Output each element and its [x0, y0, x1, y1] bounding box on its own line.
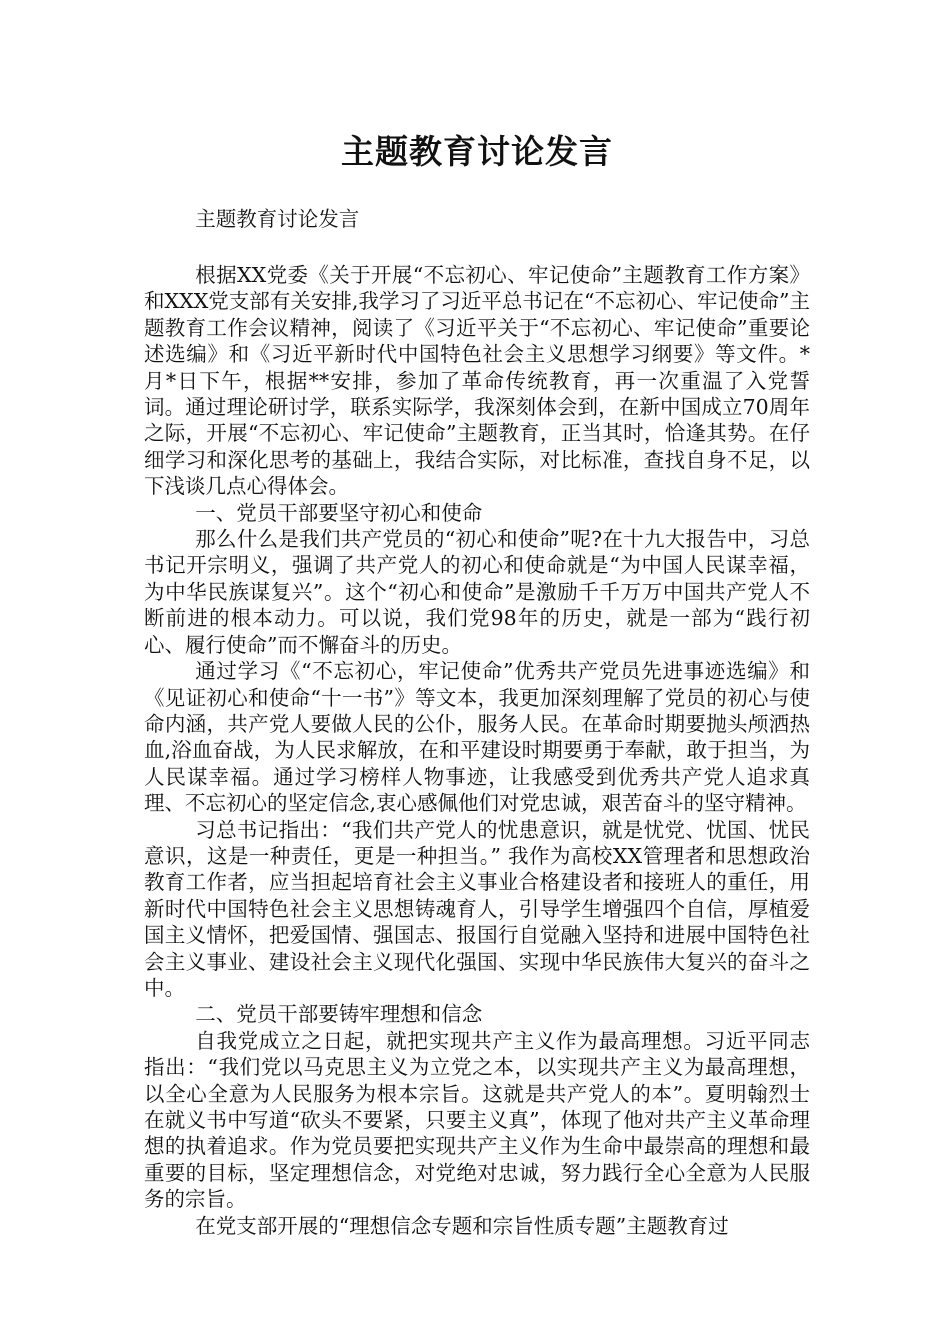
- paragraph: 习总书记指出：“我们共产党人的忧患意识，就是忧党、忧国、忧民意识，这是一种责任，更是一种担当。” 我作为高校XX管理者和思想政治教育工作者，应当担起培育社会主义事业合格建设者和接班人的重任，用新时代中国特色社会主义思想铸魂育人，引导学生增强四个自信，厚植爱国主义情怀，把爱国情、强国志、报国行自觉融入坚持和进展中国特色社会主义事业、建设社会主义现代化强国、实现中华民族伟大复兴的奋斗之中。: [144, 817, 810, 1000]
- page-title: 主题教育讨论发言: [341, 132, 613, 171]
- paragraph: 通过学习《“不忘初心，牢记使命”优秀共产党员先进事迹选编》和《见证初心和使命“十一书”》等文本，我更加深刻理解了党员的初心与使命内涵，共产党人要做人民的公仆，服务人民。在革命时期要抛头颅洒热血,浴血奋战，为人民求解放，在和平建设时期要勇于奉献，敢于担当，为人民谋幸福。通过学习榜样人物事迹，让我感受到优秀共产党人追求真理、不忘初心的坚定信念,衷心感佩他们对党忠诚，艰苦奋斗的坚守精神。: [144, 659, 810, 816]
- paragraph: 在党支部开展的“理想信念专题和宗旨性质专题”主题教育过: [195, 1213, 729, 1238]
- paragraph-intro: 根据XX党委《关于开展“不忘初心、牢记使命”主题教育工作方案》和XXX党支部有关安排,我学习了习近平总书记在“不忘初心、牢记使命”主题教育工作会议精神，阅读了《习近平关于“不忘初心、牢记使命”重要论述选编》和《习近平新时代中国特色社会主义思想学习纲要》等文件。*月*日下午，根据**安排，参加了革命传统教育，再一次重温了入党誓词。通过理论研讨学，联系实际学，我深刻体会到，在新中国成立70周年之际，开展“不忘初心、牢记使命”主题教育，正当其时，恰逢其势。在仔细学习和深化思考的基础上，我结合实际，对比标准，查找自身不足，以下浅谈几点心得体会。: [144, 263, 810, 499]
- paragraph: 自我党成立之日起，就把实现共产主义作为最高理想。习近平同志指出：“我们党以马克思主义为立党之本，以实现共产主义为最高理想，以全心全意为人民服务为根本宗旨。这就是共产党人的本”。夏明翰烈士在就义书中写道“砍头不要紧，只要主义真”，体现了他对共产主义革命理想的执着追求。作为党员要把实现共产主义作为生命中最崇高的理想和最重要的目标，坚定理想信念，对党绝对忠诚，努力践行全心全意为人民服务的宗旨。: [144, 1028, 810, 1212]
- document-body: [144, 262, 810, 1239]
- paragraph: 那么什么是我们共产党员的“初心和使命”呢?在十九大报告中，习总书记开宗明义，强调了共产党人的初心和使命就是“为中国人民谋幸福，为中华民族谋复兴”。这个“初心和使命”是激励千千万万中国共产党人不断前进的根本动力。可以说，我们党98年的历史，就是一部为“践行初心、履行使命”而不懈奋斗的历史。: [144, 527, 810, 657]
- section-heading-2: 二、党员干部要铸牢理想和信念: [195, 1002, 483, 1027]
- document-subtitle: 主题教育讨论发言: [195, 207, 360, 231]
- section-heading-1: 一、党员干部要坚守初心和使命: [195, 500, 483, 525]
